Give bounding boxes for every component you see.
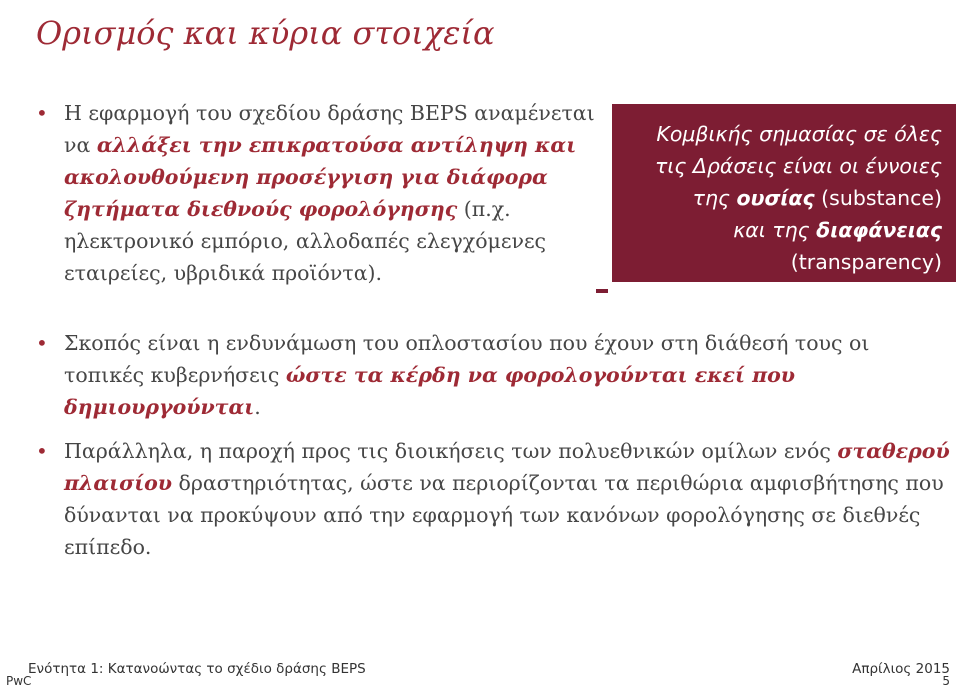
bullet-stable-framework xyxy=(36,435,954,563)
callout-line xyxy=(612,214,942,246)
bullet-beps-application xyxy=(36,97,604,289)
bullet-purpose xyxy=(36,327,944,423)
footer-section-title: Ενότητα 1: Κατανοώντας το σχέδιο δράσης BEPS xyxy=(28,661,366,677)
page-number: 5 xyxy=(942,674,950,688)
footer-date: Απρίλιος 2015 xyxy=(852,661,950,677)
bullet-icon: • xyxy=(36,101,48,125)
callout-emphasis-transparency: διαφάνειας xyxy=(816,218,942,242)
bullet-text: δραστηριότητας, ώστε να περιορίζονται τα περιθώρια αμφισβήτησης που δύνανται να προκύψουν από την εφαρμογή των κανόνων φορολόγησης σε διεθνές επίπεδο. xyxy=(64,471,944,559)
callout-line: (transparency) xyxy=(790,250,942,274)
slide-title: Ορισμός και κύρια στοιχεία xyxy=(36,14,495,52)
callout-line xyxy=(612,182,942,214)
bullet-text: . xyxy=(254,395,261,419)
bullet-text: Η εφαρμογή του σχεδίου δράσης BEPS αναμένεται να xyxy=(64,101,595,157)
callout-line: Κομβικής σημασίας σε όλες xyxy=(656,122,942,146)
bullet-text: (π.χ. ηλεκτρονικό εμπόριο, αλλοδαπές ελεγχόμενες εταιρείες, υβριδικά προϊόντα). xyxy=(64,197,547,285)
footer-logo: PwC xyxy=(6,674,32,688)
bullet-emphasis: αλλάξει την επικρατούσα αντίληψη και ακολουθούμενη προσέγγιση για διάφορα ζητήματα διεθνούς φορολόγησης xyxy=(64,133,577,221)
callout-text: της xyxy=(692,186,737,210)
callout-text: και της xyxy=(733,218,817,242)
bullet-icon: • xyxy=(36,439,48,463)
bullet-icon: • xyxy=(36,331,48,355)
bullet-text: Σκοπός είναι η ενδυνάμωση του οπλοστασίου που έχουν στη διάθεσή τους οι τοπικές κυβερνήσεις xyxy=(64,331,870,387)
callout-box xyxy=(612,104,956,282)
callout-pointer xyxy=(596,289,608,293)
callout-line: τις Δράσεις είναι οι έννοιες xyxy=(655,154,942,178)
bullet-emphasis: σταθερού πλαισίου xyxy=(64,439,950,495)
callout-text: (substance) xyxy=(814,186,942,210)
bullet-emphasis: ώστε τα κέρδη να φορολογούνται εκεί που δημιουργούνται xyxy=(64,363,795,419)
bullet-text: Παράλληλα, η παροχή προς τις διοικήσεις των πολυεθνικών ομίλων ενός xyxy=(64,439,838,463)
callout-emphasis-substance: ουσίας xyxy=(736,186,815,210)
